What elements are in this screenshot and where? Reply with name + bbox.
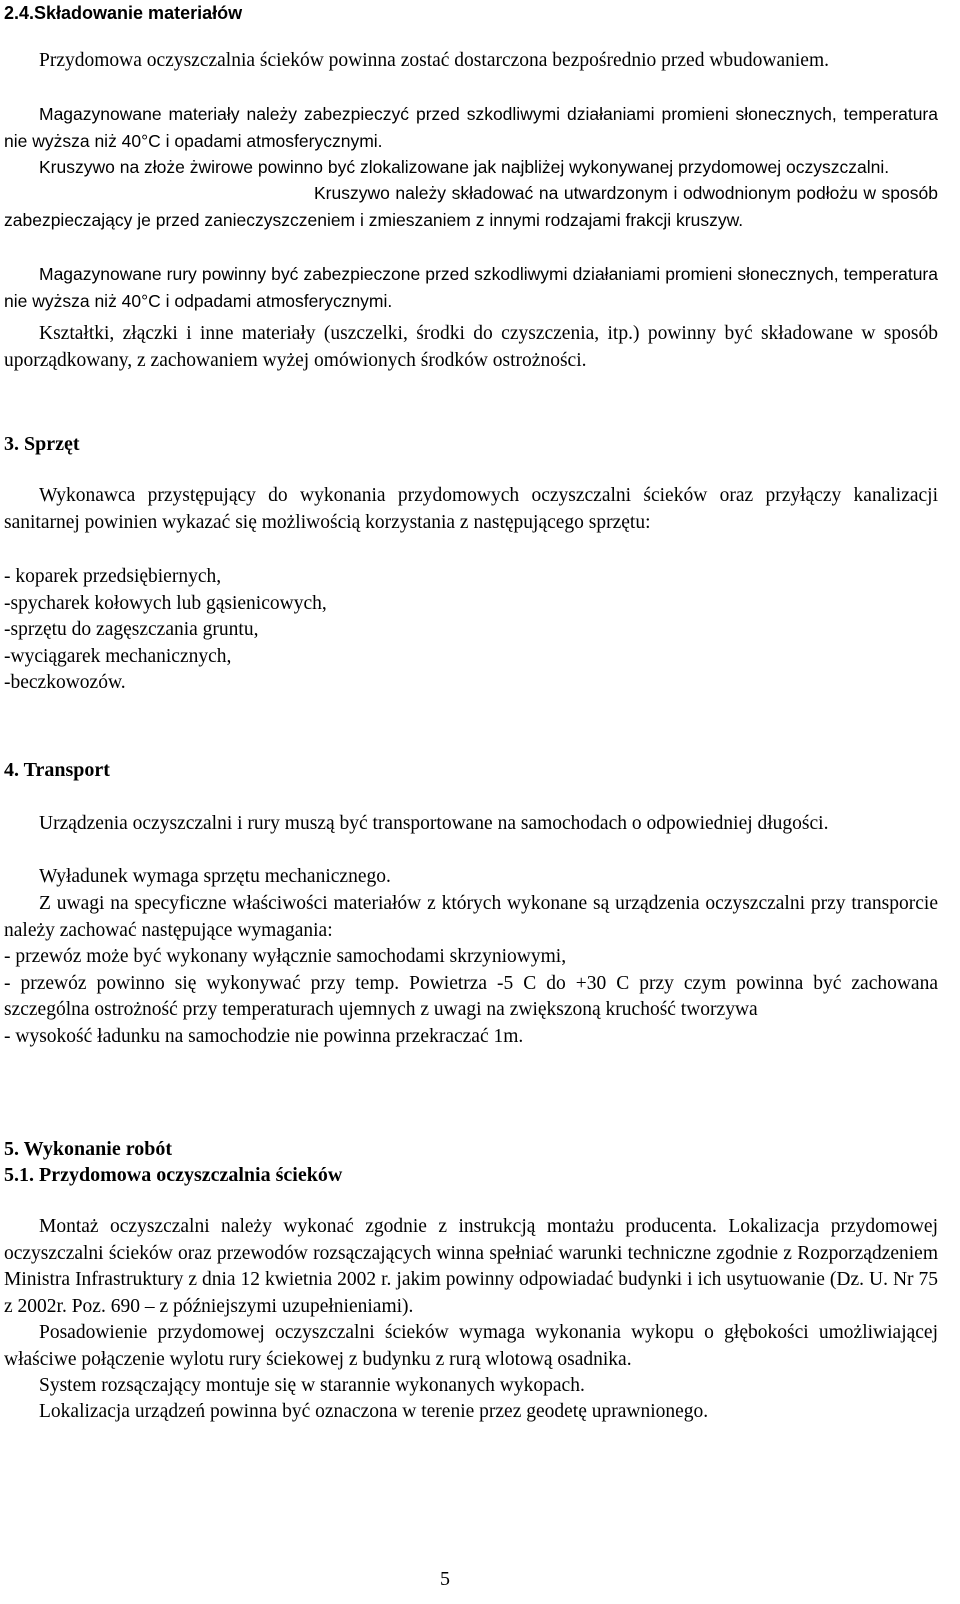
paragraph: Lokalizacja urządzeń powinna być oznaczona w terenie przez geodetę uprawnionego. [39, 1401, 709, 1422]
equipment-list [4, 564, 938, 697]
paragraph: Przydomowa oczyszczalnia ścieków powinna zostać dostarczona bezpośrednio przed wbudowaniem. [39, 50, 830, 71]
list-item: - przewóz może być wykonany wyłącznie samochodami skrzyniowymi, [4, 946, 567, 967]
transport-requirements-list [4, 944, 938, 1050]
paragraph: Kształtki, złączki i inne materiały (uszczelki, środki do czyszczenia, itp.) powinny być składowane w sposób uporządkowany, z zachowaniem wyżej omówionych środków ostrożności. [4, 323, 938, 371]
list-item: - przewóz powinno się wykonywać przy temp. Powietrza -5 C do +30 C przy czym powinna być zachowana szczególna ostrożność przy temperaturach ujemnych z uwagi na zwiększoną kruchość tworzywa [4, 972, 938, 1020]
section-heading-5: 5. Wykonanie robót [4, 1138, 172, 1160]
paragraph: Z uwagi na specyficzne właściwości materiałów z których wykonane są urządzenia oczyszczalni przy transporcie należy zachować następujące wymagania: [4, 893, 938, 941]
paragraph: Posadowienie przydomowej oczyszczalni ścieków wymaga wykonania wykopu o głębokości umożliwiającej właściwe połączenie wylotu rury ściekowej z budynku z rurą wlotową osadnika. [4, 1322, 938, 1370]
section-heading-3: 3. Sprzęt [4, 433, 80, 455]
paragraph: Wykonawca przystępujący do wykonania przydomowych oczyszczalni ścieków oraz przyłączy kanalizacji sanitarnej powinien wykazać się możliwością korzystania z następującego sprzętu: [4, 485, 938, 533]
list-item: - koparek przedsiębiernych, [4, 566, 222, 587]
paragraph: Kruszywo należy składować na utwardzonym i odwodnionym podłożu w sposób zabezpieczający je przed zanieczyszczeniem i zmieszaniem z innymi rodzajami frakcji kruszyw. [4, 183, 938, 230]
paragraph: Urządzenia oczyszczalni i rury muszą być transportowane na samochodach o odpowiedniej długości. [39, 813, 829, 834]
list-item: -sprzętu do zagęszczania gruntu, [4, 619, 259, 640]
section-heading-2-4: 2.4.Składowanie materiałów [4, 3, 243, 23]
list-item: -spycharek kołowych lub gąsienicowych, [4, 592, 327, 614]
paragraph: Kruszywo na złoże żwirowe powinno być zlokalizowane jak najbliżej wykonywanej przydomowej oczyszczalni. [39, 157, 890, 177]
section-heading-5-1: 5.1. Przydomowa oczyszczalnia ścieków [4, 1164, 343, 1186]
paragraph: Wyładunek wymaga sprzętu mechanicznego. [39, 866, 391, 887]
list-item: -beczkowozów. [4, 672, 126, 693]
list-item: -wyciągarek mechanicznych, [4, 645, 232, 667]
list-item: - wysokość ładunku na samochodzie nie powinna przekraczać 1m. [4, 1025, 524, 1047]
paragraph: Magazynowane rury powinny być zabezpieczone przed szkodliwymi działaniami promieni słonecznych, temperatura nie wyższa niż 40°C i odpadami atmosferycznymi. [4, 264, 938, 311]
section-heading-4: 4. Transport [4, 759, 110, 781]
paragraph: Montaż oczyszczalni należy wykonać zgodnie z instrukcją montażu producenta. Lokalizacja przydomowej oczyszczalni ścieków oraz przewodów rozsączających winna spełniać warunki techniczne zgodnie z Rozporządzeniem Ministra Infrastruktury z dnia 12 kwietnia 2002 r. jakim powinny odpowiadać budynki i ich usytuowanie (Dz. U. Nr 75 z 2002r. Poz. 690 – z późniejszymi uzupełnieniami). [4, 1216, 938, 1317]
paragraph: Magazynowane materiały należy zabezpieczyć przed szkodliwymi działaniami promieni słonecznych, temperatura nie wyższa niż 40°C i opadami atmosferycznymi. [4, 104, 938, 151]
page-number: 5 [440, 1568, 450, 1590]
paragraph: System rozsączający montuje się w starannie wykonanych wykopach. [39, 1375, 585, 1396]
